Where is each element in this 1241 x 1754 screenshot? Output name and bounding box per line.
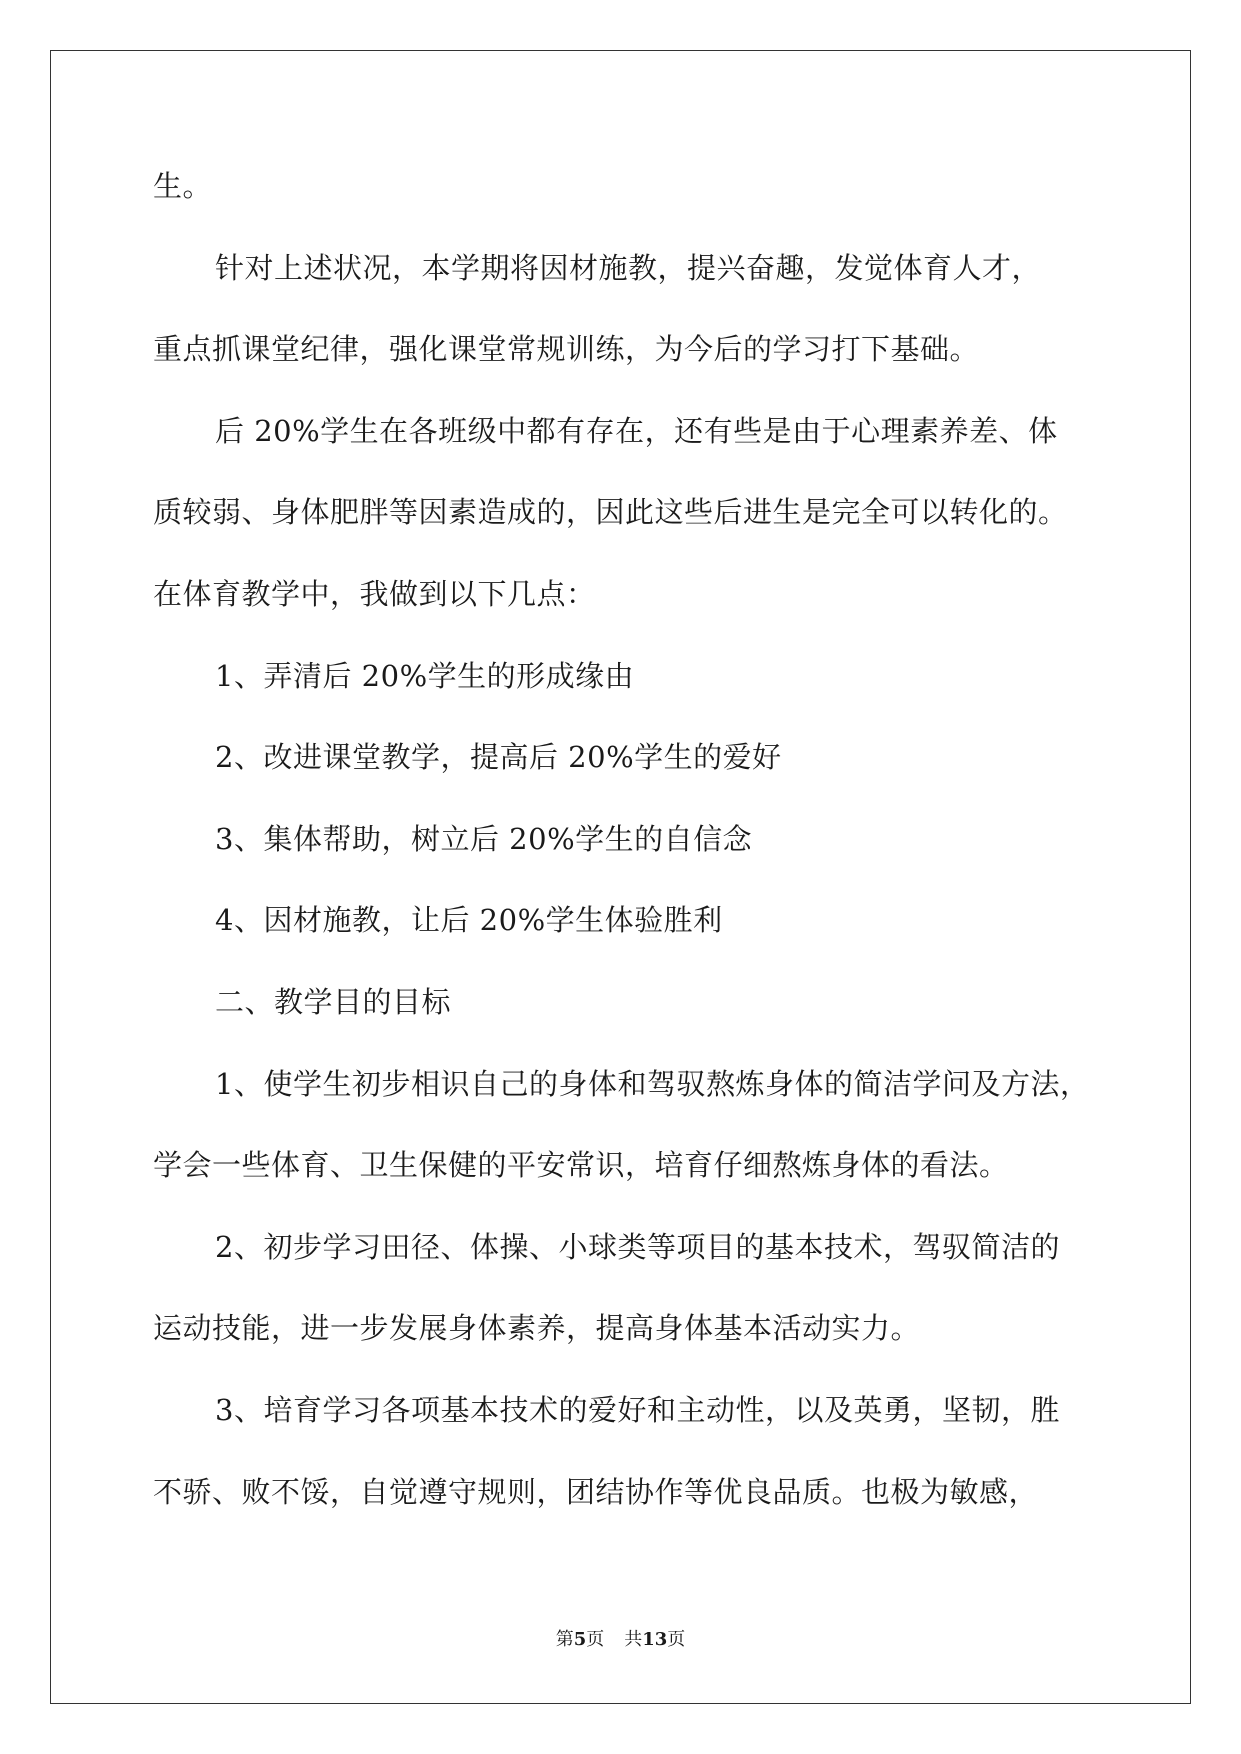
page-suffix: 页 [586,1629,605,1650]
text-line: 3、培育学习各项基本技术的爱好和主动性，以及英勇，坚韧，胜 [215,1392,1060,1427]
page-prefix: 第 [555,1629,574,1650]
total-suffix: 页 [667,1629,686,1650]
text-line: 质较弱、身体肥胖等因素造成的，因此这些后进生是完全可以转化的。 [153,495,1068,530]
text-line: 后 20%学生在各班级中都有存在，还有些是由于心理素养差、体 [215,413,1058,448]
text-line: 在体育教学中，我做到以下几点： [153,576,596,611]
text-line: 不骄、败不馁，自觉遵守规则，团结协作等优良品质。也极为敏感， [153,1474,1039,1509]
total-pages: 13 [642,1629,668,1650]
list-item: 2、改进课堂教学，提高后 20%学生的爱好 [215,740,782,775]
text-line: 运动技能，进一步发展身体素养，提高身体基本活动实力。 [153,1311,921,1346]
text-line: 生。 [153,169,213,203]
page-number: 5 [573,1629,587,1650]
text-line: 针对上述状况，本学期将因材施教，提兴奋趣，发觉体育人才， [215,250,1042,285]
list-item: 1、弄清后 20%学生的形成缘由 [215,658,635,693]
page-footer [0,1628,1241,1652]
text-line: 重点抓课堂纪律，强化课堂常规训练，为今后的学习打下基础。 [153,332,980,367]
total-prefix: 共 [624,1629,643,1650]
section-heading: 二、教学目的目标 [215,984,452,1019]
text-line: 学会一些体育、卫生保健的平安常识，培育仔细熬炼身体的看法。 [153,1148,1009,1183]
document-body [153,161,1093,1548]
list-item: 4、因材施教，让后 20%学生体验胜利 [215,903,723,938]
text-line: 2、初步学习田径、体操、小球类等项目的基本技术，驾驭简洁的 [215,1229,1060,1264]
list-item: 3、集体帮助，树立后 20%学生的自信念 [215,821,753,856]
text-line: 1、使学生初步相识自己的身体和驾驭熬炼身体的简洁学问及方法， [215,1066,1090,1101]
